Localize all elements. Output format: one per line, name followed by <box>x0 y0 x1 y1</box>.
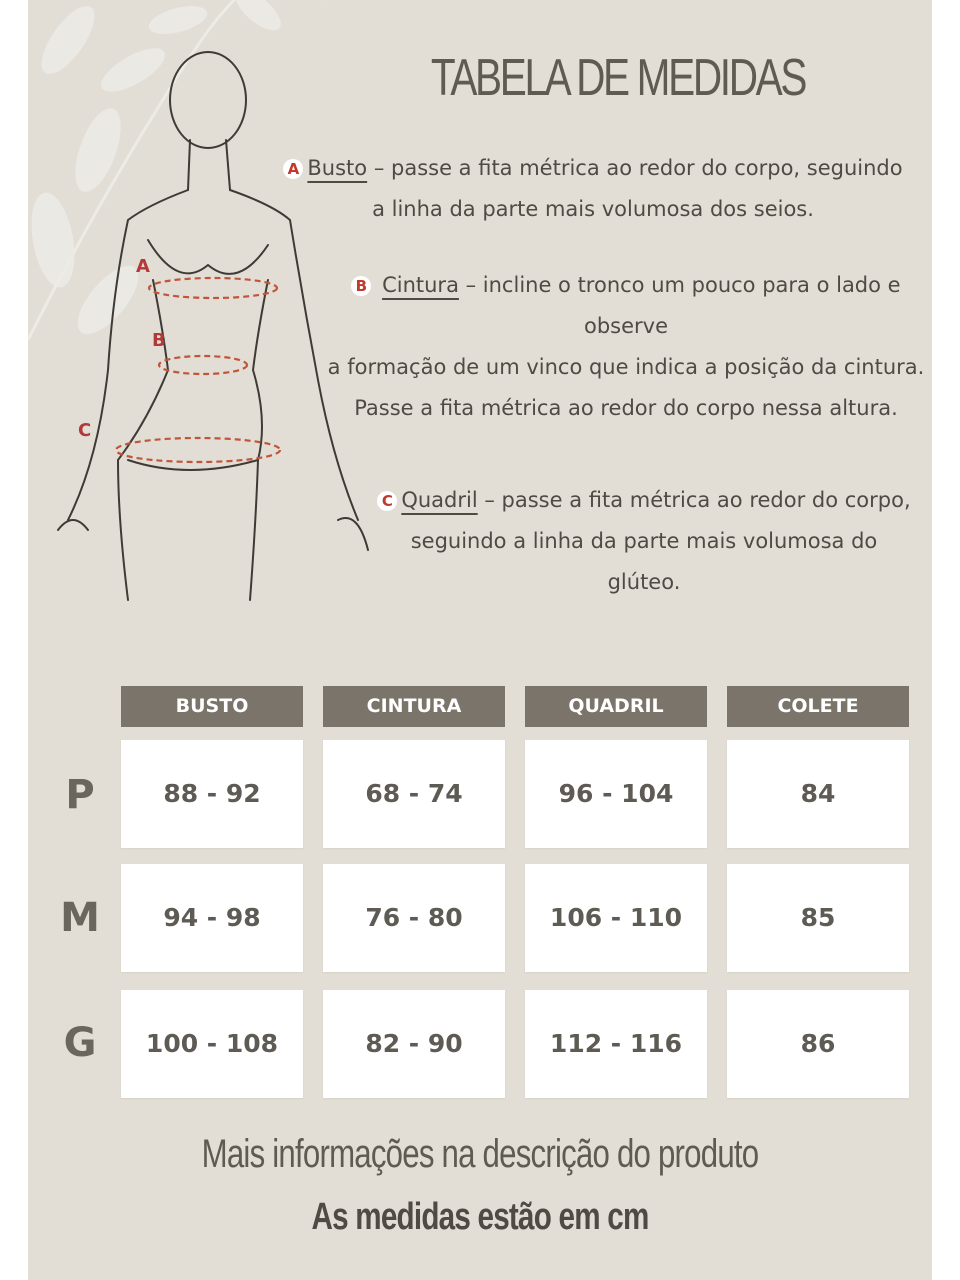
marker-c-icon: C <box>377 491 397 511</box>
size-label-m: M <box>60 895 100 941</box>
text-busto-2: a linha da parte mais volumosa dos seios. <box>372 197 814 221</box>
page-title: TABELA DE MEDIDAS <box>430 49 806 107</box>
figure-letter-b: B <box>152 330 166 351</box>
table-cell: 76 - 80 <box>323 864 505 972</box>
table-cell: 94 - 98 <box>121 864 303 972</box>
table-cell: 82 - 90 <box>323 990 505 1098</box>
marker-a-icon: A <box>283 159 303 179</box>
text-busto-1: – passe a fita métrica ao redor do corpo, seguindo <box>367 156 903 180</box>
instruction-cintura <box>326 265 926 429</box>
label-quadril: Quadril <box>401 488 478 512</box>
table-cell: 88 - 92 <box>121 740 303 848</box>
figure-letter-c: C <box>78 420 92 441</box>
column-header-colete: COLETE <box>727 686 909 727</box>
text-cintura-4: Passe a fita métrica ao redor do corpo nessa altura. <box>354 396 898 420</box>
table-cell: 84 <box>727 740 909 848</box>
footer-units: As medidas estão em cm <box>311 1196 649 1238</box>
instruction-cintura-line1 <box>326 265 926 306</box>
label-cintura: Cintura <box>382 273 459 297</box>
column-header-cintura: CINTURA <box>323 686 505 727</box>
instruction-quadril-line1 <box>364 480 924 521</box>
text-quadril-1: – passe a fita métrica ao redor do corpo, <box>477 488 911 512</box>
table-cell: 96 - 104 <box>525 740 707 848</box>
table-cell: 106 - 110 <box>525 864 707 972</box>
footer-info: Mais informações na descrição do produto <box>201 1132 759 1176</box>
table-cell: 100 - 108 <box>121 990 303 1098</box>
text-cintura-3: a formação de um vinco que indica a posição da cintura. <box>327 355 925 379</box>
table-cell: 85 <box>727 864 909 972</box>
marker-b-icon: B <box>351 276 371 296</box>
table-cell: 86 <box>727 990 909 1098</box>
figure-letter-a: A <box>136 256 150 277</box>
text-quadril-2: seguindo a linha da parte mais volumosa do <box>410 529 878 553</box>
column-header-quadril: QUADRIL <box>525 686 707 727</box>
size-chart-sheet <box>28 0 932 1280</box>
table-cell: 68 - 74 <box>323 740 505 848</box>
instruction-busto <box>278 148 908 230</box>
column-header-busto: BUSTO <box>121 686 303 727</box>
text-cintura-2: observe <box>583 314 669 338</box>
size-label-g: G <box>63 1020 97 1066</box>
text-cintura-1: – incline o tronco um pouco para o lado e <box>458 273 901 297</box>
size-label-p: P <box>65 772 95 818</box>
text-quadril-3: glúteo. <box>607 570 681 594</box>
table-cell: 112 - 116 <box>525 990 707 1098</box>
label-busto: Busto <box>307 156 368 180</box>
instruction-quadril <box>364 480 924 603</box>
instruction-busto-line1 <box>278 148 908 189</box>
